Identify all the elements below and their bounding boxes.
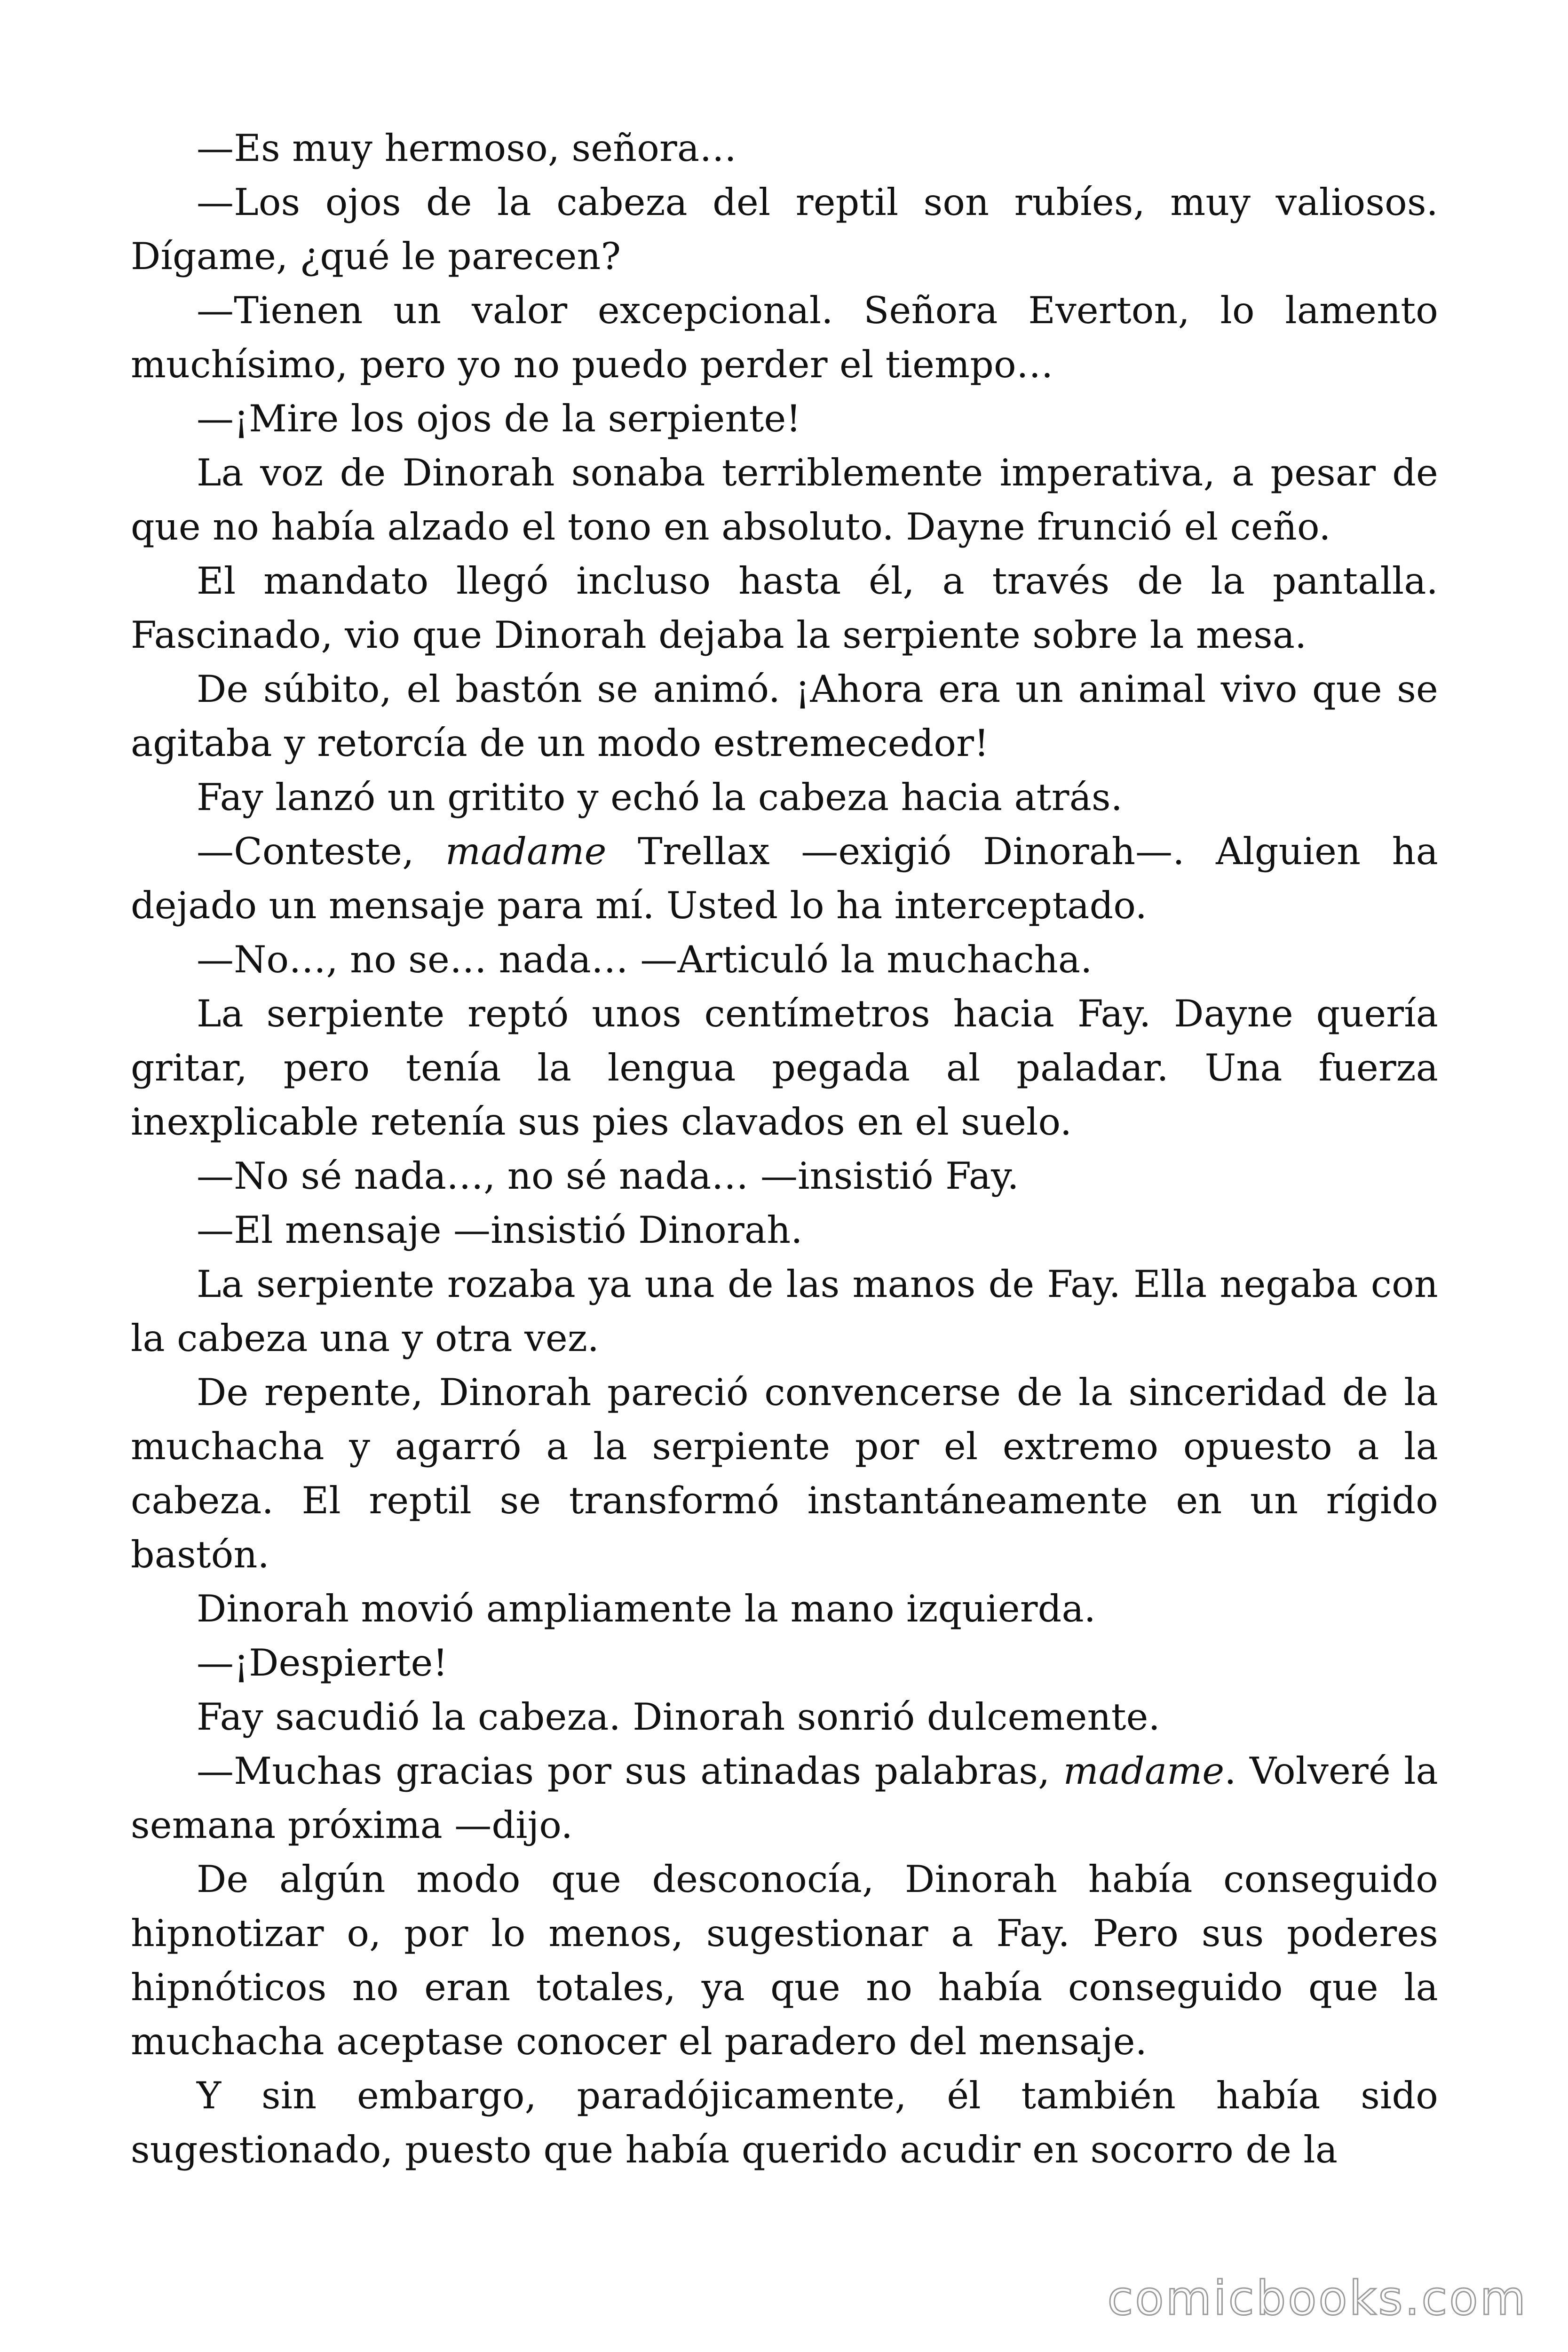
paragraph: —¡Despierte! [197, 1641, 448, 1685]
paragraph: El mandato llegó incluso hasta él, a través de la pantalla. Fascinado, vio que Dinorah dejaba la serpiente sobre la mesa. [131, 559, 1438, 657]
italic-word: madame [445, 830, 607, 873]
italic-word: madame [1063, 1749, 1225, 1793]
book-page [131, 121, 1438, 2177]
paragraph: Fay lanzó un gritito y echó la cabeza hacia atrás. [197, 776, 1123, 819]
paragraph: Dinorah movió ampliamente la mano izquierda. [197, 1587, 1096, 1630]
paragraph: —Los ojos de la cabeza del reptil son rubíes, muy valiosos. Dígame, ¿qué le parecen? [131, 181, 1438, 278]
paragraph: La voz de Dinorah sonaba terriblemente imperativa, a pesar de que no había alzado el tono en absoluto. Dayne frunció el ceño. [131, 451, 1438, 548]
paragraph: —No sé nada…, no sé nada… —insistió Fay. [197, 1154, 1019, 1198]
paragraph: Fay sacudió la cabeza. Dinorah sonrió dulcemente. [197, 1695, 1160, 1739]
paragraph: —El mensaje —insistió Dinorah. [197, 1208, 803, 1252]
paragraph: La serpiente reptó unos centímetros hacia Fay. Dayne quería gritar, pero tenía la lengua pegada al paladar. Una fuerza inexplicable retenía sus pies clavados en el suelo. [131, 992, 1438, 1144]
paragraph: —No…, no se… nada… —Articuló la muchacha. [197, 938, 1093, 981]
paragraph: De súbito, el bastón se animó. ¡Ahora era un animal vivo que se agitaba y retorcía de un modo estremecedor! [131, 667, 1438, 765]
paragraph: —Muchas gracias por sus atinadas palabras, madame. Volveré la semana próxima —dijo. [131, 1749, 1438, 1847]
watermark: comicbooks.com [1107, 2271, 1528, 2326]
paragraph: —Conteste, madame Trellax —exigió Dinorah—. Alguien ha dejado un mensaje para mí. Usted lo ha interceptado. [131, 830, 1438, 927]
paragraph: —Tienen un valor excepcional. Señora Everton, lo lamento muchísimo, pero yo no puedo perder el tiempo… [131, 289, 1438, 386]
paragraph: La serpiente rozaba ya una de las manos de Fay. Ella negaba con la cabeza una y otra vez. [131, 1263, 1438, 1360]
paragraph: De repente, Dinorah pareció convencerse de la sinceridad de la muchacha y agarró a la serpiente por el extremo opuesto a la cabeza. El reptil se transformó instantáneamente en un rígido bastón. [131, 1371, 1438, 1576]
paragraph: De algún modo que desconocía, Dinorah había conseguido hipnotizar o, por lo menos, sugestionar a Fay. Pero sus poderes hipnóticos no eran totales, ya que no había conseguido que la muchacha aceptase conocer el paradero del mensaje. [131, 1858, 1438, 2063]
paragraph: Y sin embargo, paradójicamente, él también había sido sugestionado, puesto que había querido acudir en socorro de la [131, 2074, 1438, 2171]
paragraph: —¡Mire los ojos de la serpiente! [197, 397, 801, 440]
paragraph: —Es muy hermoso, señora… [197, 127, 737, 170]
